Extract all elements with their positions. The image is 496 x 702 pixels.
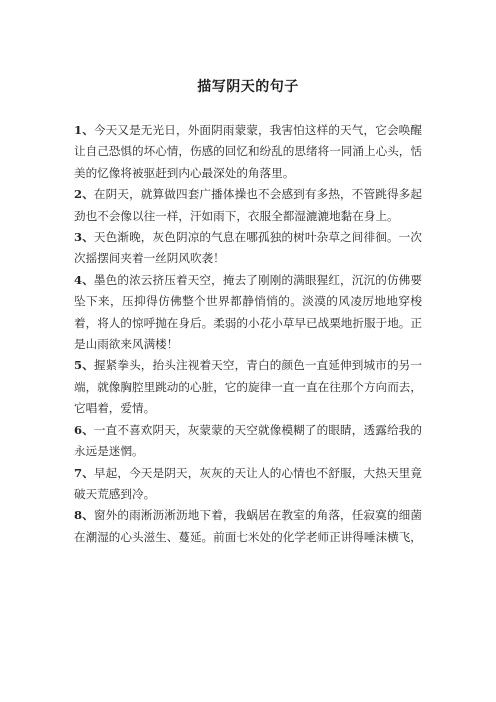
paragraph-number: 5、 [74, 358, 94, 373]
paragraph-text: 今天又是无光日，外面阴雨蒙蒙，我害怕这样的天气，它会唤醒让自己恐惧的坏心情，伤感的回忆和纷乱的思绪将一同涌上心头，恬美的忆像将被驱赶到内心最深处的角落里。 [74, 123, 422, 180]
paragraph-text: 早起，今天是阴天，灰灰的天让人的心情也不舒服，大热天里竟破天荒感到冷。 [74, 465, 422, 501]
document-page [74, 0, 422, 548]
paragraph [74, 227, 422, 270]
paragraph-text: 墨色的浓云挤压着天空，掩去了刚刚的满眼猩红，沉沉的仿佛要坠下来，压抑得仿佛整个世界都静悄悄的。淡漠的风凌厉地地穿梭着，将人的惊呼抛在身后。柔弱的小花小草早已战栗地折服于地。正是山雨欲来风满楼！ [74, 272, 422, 352]
paragraph [74, 184, 422, 227]
paragraph-text: 一直不喜欢阴天，灰蒙蒙的天空就像模糊了的眼睛，透露给我的永远是迷惘。 [74, 422, 422, 459]
paragraph-text: 在阴天，就算做四套广播体操也不会感到有多热，不管跳得多起劲也不会像以往一样，汗如雨下，衣服全都湿漉漉地黏在身上。 [74, 187, 422, 223]
paragraph-number: 2、 [74, 187, 94, 202]
document-title: 描写阴天的句子 [197, 79, 299, 95]
paragraph-number: 8、 [74, 508, 94, 523]
paragraph [74, 120, 422, 184]
paragraph [74, 463, 422, 506]
paragraph [74, 270, 422, 356]
paragraph-number: 1、 [74, 123, 94, 137]
paragraph-number: 3、 [74, 230, 94, 245]
paragraph-text: 握紧拳头，抬头注视着天空，青白的颜色一直延伸到城市的另一端，就像胸腔里跳动的心脏，它的旋律一直一直在往那个方向而去，它唱着，爱情。 [74, 358, 422, 416]
paragraph [74, 355, 422, 419]
paragraph [74, 420, 422, 463]
paragraph-text: 窗外的雨淅沥淅沥地下着，我蜗居在教室的角落，任寂寞的细菌在潮湿的心头滋生、蔓延。前面七米处的化学老师正讲得唾沫横飞， [74, 508, 422, 544]
paragraph-number: 4、 [74, 272, 94, 287]
paragraph-list [74, 120, 422, 548]
paragraph [74, 505, 422, 548]
paragraph-number: 6、 [74, 422, 94, 437]
paragraph-text: 天色渐晚，灰色阴凉的气息在哪孤独的树叶杂草之间徘徊。一次次摇摆间夹着一丝阴风吹袭！ [74, 230, 422, 266]
paragraph-number: 7、 [74, 465, 94, 480]
